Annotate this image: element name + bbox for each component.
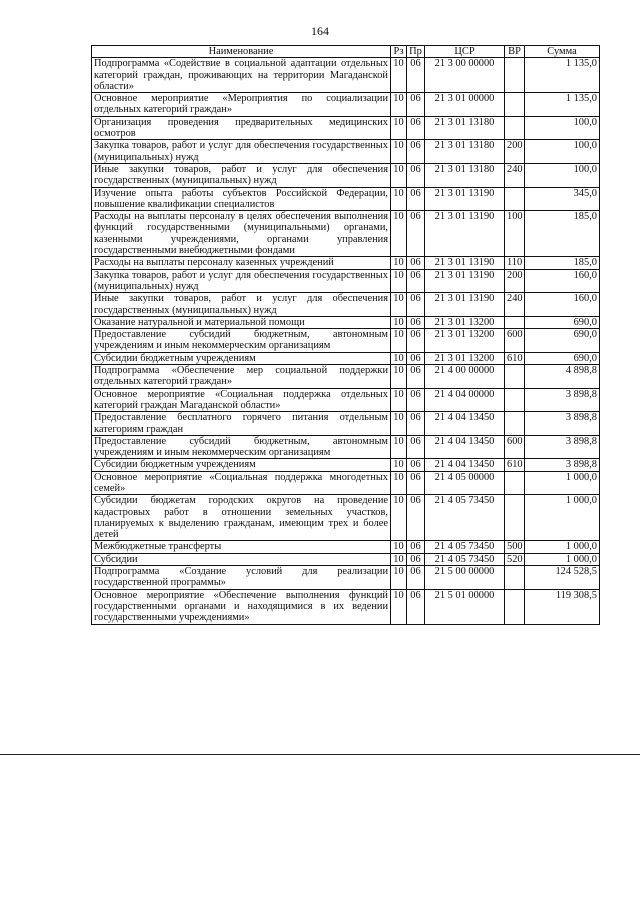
row-csr: 21 4 04 13450 [425,459,505,471]
row-pr: 06 [407,269,425,293]
row-rz: 10 [391,435,407,459]
row-vr: 240 [505,163,525,187]
row-name: Субсидии бюджетным учреждениям [92,352,391,364]
row-rz: 10 [391,316,407,328]
table-row [92,269,600,293]
row-vr: 610 [505,352,525,364]
row-vr: 100 [505,211,525,257]
row-pr: 06 [407,495,425,541]
row-pr: 06 [407,329,425,353]
row-sum: 1 000,0 [525,541,600,553]
row-name: Основное мероприятие «Мероприятия по социализации отдельных категорий граждан» [92,93,391,117]
table-row [92,58,600,93]
row-csr: 21 4 04 13450 [425,435,505,459]
row-vr: 200 [505,269,525,293]
row-sum: 3 898,8 [525,435,600,459]
row-pr: 06 [407,293,425,317]
row-vr: 520 [505,553,525,565]
row-pr: 06 [407,388,425,412]
row-pr: 06 [407,187,425,211]
row-pr: 06 [407,412,425,436]
table-row [92,187,600,211]
table-row [92,459,600,471]
row-vr [505,365,525,389]
row-csr: 21 3 01 13180 [425,140,505,164]
page-number: 164 [311,24,329,38]
table-row [92,140,600,164]
row-csr: 21 5 01 00000 [425,589,505,624]
row-csr: 21 3 01 13190 [425,269,505,293]
row-csr: 21 3 01 00000 [425,93,505,117]
row-vr: 110 [505,257,525,269]
row-sum: 160,0 [525,293,600,317]
table-row [92,566,600,590]
table-row [92,435,600,459]
row-sum: 3 898,8 [525,412,600,436]
row-rz: 10 [391,553,407,565]
row-sum: 4 898,8 [525,365,600,389]
row-rz: 10 [391,365,407,389]
row-sum: 119 308,5 [525,589,600,624]
row-rz: 10 [391,293,407,317]
row-rz: 10 [391,116,407,140]
row-vr: 240 [505,293,525,317]
table-row [92,589,600,624]
row-pr: 06 [407,352,425,364]
row-pr: 06 [407,541,425,553]
row-vr [505,388,525,412]
row-rz: 10 [391,471,407,495]
row-name: Расходы на выплаты персоналу казенных учреждений [92,257,391,269]
row-name: Иные закупки товаров, работ и услуг для обеспечения государственных (муниципальных) нужд [92,293,391,317]
row-pr: 06 [407,566,425,590]
row-vr: 600 [505,329,525,353]
row-csr: 21 3 01 13200 [425,352,505,364]
table-row [92,388,600,412]
table-row [92,163,600,187]
row-name: Субсидии [92,553,391,565]
row-name: Изучение опыта работы субъектов Российской Федерации, повышение квалификации специалистов [92,187,391,211]
row-csr: 21 3 00 00000 [425,58,505,93]
row-vr: 200 [505,140,525,164]
table-row [92,471,600,495]
row-name: Субсидии бюджетным учреждениям [92,459,391,471]
row-csr: 21 3 01 13200 [425,316,505,328]
row-sum: 3 898,8 [525,388,600,412]
row-csr: 21 4 05 00000 [425,471,505,495]
row-rz: 10 [391,541,407,553]
row-pr: 06 [407,58,425,93]
row-name: Подпрограмма «Содействие в социальной адаптации отдельных категорий граждан, проживающих на территории Магаданской области» [92,58,391,93]
row-vr [505,187,525,211]
table-row [92,495,600,541]
table-row [92,293,600,317]
row-rz: 10 [391,187,407,211]
table-row [92,352,600,364]
row-csr: 21 4 04 00000 [425,388,505,412]
row-pr: 06 [407,140,425,164]
row-csr: 21 4 04 13450 [425,412,505,436]
row-pr: 06 [407,459,425,471]
table-row [92,211,600,257]
row-csr: 21 3 01 13190 [425,187,505,211]
row-name: Организация проведения предварительных медицинских осмотров [92,116,391,140]
row-sum: 1 135,0 [525,93,600,117]
row-vr [505,471,525,495]
table-row [92,553,600,565]
row-rz: 10 [391,140,407,164]
row-name: Основное мероприятие «Социальная поддержка отдельных категорий граждан Магаданской области» [92,388,391,412]
table-row [92,541,600,553]
table-row [92,116,600,140]
header-pr: Пр [407,46,425,58]
table-row [92,93,600,117]
row-rz: 10 [391,412,407,436]
row-rz: 10 [391,269,407,293]
row-sum: 1 135,0 [525,58,600,93]
table-row [92,365,600,389]
table-row [92,316,600,328]
row-sum: 124 528,5 [525,566,600,590]
row-pr: 06 [407,257,425,269]
row-name: Закупка товаров, работ и услуг для обеспечения государственных (муниципальных) нужд [92,140,391,164]
page-bottom-rule [0,754,640,755]
row-name: Субсидии бюджетам городских округов на проведение кадастровых работ в отношении земельных участков, планируемых к выделению гражданам, имеющим трех и более детей [92,495,391,541]
row-vr [505,589,525,624]
row-vr [505,566,525,590]
row-vr [505,316,525,328]
row-pr: 06 [407,589,425,624]
row-rz: 10 [391,211,407,257]
row-csr: 21 5 00 00000 [425,566,505,590]
row-name: Предоставление субсидий бюджетным, автономным учреждениям и иным некоммерческим организациям [92,435,391,459]
row-csr: 21 3 01 13180 [425,116,505,140]
row-sum: 1 000,0 [525,553,600,565]
row-csr: 21 4 05 73450 [425,553,505,565]
row-vr [505,116,525,140]
row-sum: 160,0 [525,269,600,293]
row-vr [505,495,525,541]
header-name: Наименование [92,46,391,58]
row-pr: 06 [407,211,425,257]
row-sum: 185,0 [525,211,600,257]
row-pr: 06 [407,116,425,140]
row-name: Подпрограмма «Обеспечение мер социальной поддержки отдельных категорий граждан» [92,365,391,389]
row-sum: 185,0 [525,257,600,269]
header-sum: Сумма [525,46,600,58]
row-vr: 600 [505,435,525,459]
row-vr: 500 [505,541,525,553]
row-sum: 690,0 [525,329,600,353]
row-vr [505,93,525,117]
row-vr [505,412,525,436]
row-vr: 610 [505,459,525,471]
row-pr: 06 [407,553,425,565]
row-csr: 21 3 01 13190 [425,211,505,257]
header-vr: ВР [505,46,525,58]
row-sum: 690,0 [525,352,600,364]
row-sum: 100,0 [525,140,600,164]
row-name: Расходы на выплаты персоналу в целях обеспечения выполнения функций государственными (муниципальными) органами, казенными учреждениями, органами управления государственными внебюджетными фондами [92,211,391,257]
row-sum: 3 898,8 [525,459,600,471]
row-sum: 345,0 [525,187,600,211]
row-sum: 690,0 [525,316,600,328]
row-sum: 100,0 [525,116,600,140]
row-rz: 10 [391,163,407,187]
row-rz: 10 [391,566,407,590]
row-vr [505,58,525,93]
table-row [92,412,600,436]
row-name: Предоставление бесплатного горячего питания отдельным категориям граждан [92,412,391,436]
header-csr: ЦСР [425,46,505,58]
row-rz: 10 [391,93,407,117]
budget-table [91,45,600,625]
row-name: Закупка товаров, работ и услуг для обеспечения государственных (муниципальных) нужд [92,269,391,293]
row-csr: 21 4 05 73450 [425,495,505,541]
row-csr: 21 4 05 73450 [425,541,505,553]
header-rz: Рз [391,46,407,58]
row-rz: 10 [391,257,407,269]
row-rz: 10 [391,495,407,541]
row-csr: 21 4 00 00000 [425,365,505,389]
table-row [92,257,600,269]
row-csr: 21 3 01 13190 [425,257,505,269]
row-rz: 10 [391,329,407,353]
row-sum: 100,0 [525,163,600,187]
table-row [92,329,600,353]
row-csr: 21 3 01 13190 [425,293,505,317]
row-csr: 21 3 01 13200 [425,329,505,353]
row-pr: 06 [407,163,425,187]
row-pr: 06 [407,365,425,389]
row-csr: 21 3 01 13180 [425,163,505,187]
row-pr: 06 [407,435,425,459]
table-header-row [92,46,600,58]
row-pr: 06 [407,93,425,117]
row-pr: 06 [407,471,425,495]
row-name: Основное мероприятие «Социальная поддержка многодетных семей» [92,471,391,495]
row-sum: 1 000,0 [525,495,600,541]
row-rz: 10 [391,388,407,412]
row-name: Межбюджетные трансферты [92,541,391,553]
row-name: Оказание натуральной и материальной помощи [92,316,391,328]
row-name: Предоставление субсидий бюджетным, автономным учреждениям и иным некоммерческим организациям [92,329,391,353]
row-name: Иные закупки товаров, работ и услуг для обеспечения государственных (муниципальных) нужд [92,163,391,187]
row-sum: 1 000,0 [525,471,600,495]
row-name: Подпрограмма «Создание условий для реализации государственной программы» [92,566,391,590]
row-rz: 10 [391,58,407,93]
row-rz: 10 [391,589,407,624]
row-pr: 06 [407,316,425,328]
row-name: Основное мероприятие «Обеспечение выполнения функций государственными органами и находящимися в их ведении государственными учреждениями» [92,589,391,624]
row-rz: 10 [391,352,407,364]
row-rz: 10 [391,459,407,471]
